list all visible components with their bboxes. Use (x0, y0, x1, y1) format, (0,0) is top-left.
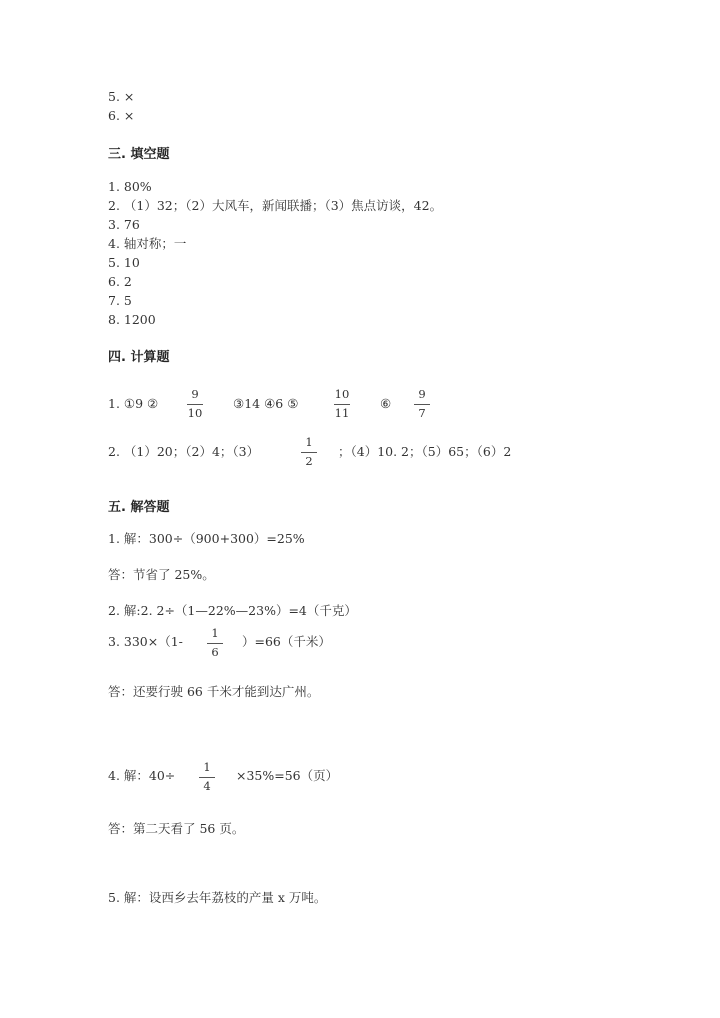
fraction-denominator: 11 (334, 406, 350, 420)
fill-answer-3: 3. 76 (108, 217, 140, 232)
fill-heading: 三. 填空题 (108, 147, 170, 162)
calc-q2-fraction (301, 436, 317, 468)
fill-answer-7: 7. 5 (108, 293, 132, 308)
fraction-numerator: 1 (211, 626, 219, 640)
calc-q2-part-a: 2. （1）20；（2）4；（3） (108, 444, 260, 459)
solve-2: 2. 解:2. 2÷（1—22%—23%）=4（千克） (108, 603, 357, 618)
solve-3-part-b: ）=66（千米） (242, 634, 331, 649)
calc-q1-fraction-2 (334, 388, 350, 420)
fill-answer-4: 4. 轴对称；一 (108, 236, 187, 251)
fraction-denominator: 6 (211, 645, 219, 659)
fill-answer-2: 2. （1）32；（2）大风车，新闻联播；（3）焦点访谈，42。 (108, 198, 443, 213)
solve-4-fraction (199, 761, 215, 793)
fraction-denominator: 4 (203, 779, 211, 793)
fill-answer-5: 5. 10 (108, 255, 140, 270)
solve-3-answer: 答：还要行驶 66 千米才能到达广州。 (108, 684, 320, 699)
fill-answer-1: 1. 80% (108, 179, 152, 194)
fraction-numerator: 1 (203, 760, 211, 774)
fraction-bar (207, 643, 223, 644)
calc-heading: 四. 计算题 (108, 350, 170, 365)
calc-q1-part-c: ⑥ (380, 396, 392, 411)
fraction-numerator: 9 (418, 387, 426, 401)
solve-3-part-a: 3. 330×（1- (108, 634, 183, 649)
solve-5: 5. 解：设西乡去年荔枝的产量 x 万吨。 (108, 890, 327, 905)
calc-q1-part-b: ③14 ④6 ⑤ (233, 396, 299, 411)
fraction-bar (301, 452, 317, 453)
fraction-denominator: 2 (305, 454, 313, 468)
fraction-numerator: 1 (305, 435, 313, 449)
fraction-numerator: 9 (191, 387, 199, 401)
solve-3-fraction (207, 627, 223, 659)
fraction-bar (199, 777, 215, 778)
fill-answer-6: 6. 2 (108, 274, 132, 289)
calc-q2-part-b: ；（4）10. 2；（5）65；（6）2 (338, 444, 512, 459)
solve-1: 1. 解：300÷（900+300）=25% (108, 531, 305, 546)
fill-answer-8: 8. 1200 (108, 312, 156, 327)
fraction-numerator: 10 (334, 387, 350, 401)
fraction-bar (414, 404, 430, 405)
solve-4-part-b: ×35%=56（页） (236, 768, 339, 783)
fraction-denominator: 10 (187, 406, 203, 420)
judge-answer-5: 5. × (108, 89, 135, 104)
fraction-bar (187, 404, 203, 405)
fraction-bar (334, 404, 350, 405)
calc-q1-fraction-1 (187, 388, 203, 420)
judge-answer-6: 6. × (108, 108, 135, 123)
fraction-denominator: 7 (418, 406, 426, 420)
solve-1-answer: 答：节省了 25%。 (108, 567, 215, 582)
solve-4-answer: 答：第二天看了 56 页。 (108, 821, 245, 836)
calc-q1-part-a: 1. ①9 ② (108, 396, 159, 411)
solve-4-part-a: 4. 解：40÷ (108, 768, 176, 783)
calc-q1-fraction-3 (414, 388, 430, 420)
solve-heading: 五. 解答题 (108, 500, 170, 515)
